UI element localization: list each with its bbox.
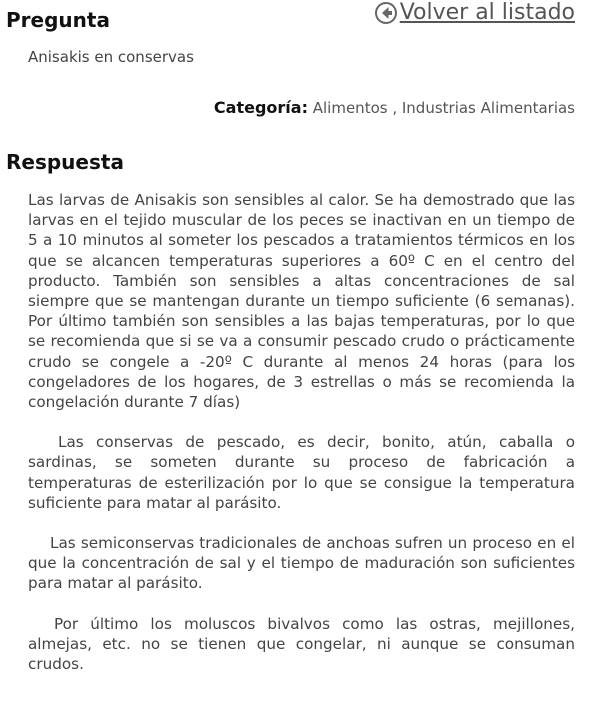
category-label: Categoría: <box>213 98 308 117</box>
answer-paragraph: Las semiconservas tradicionales de anchoas sufren un proceso en el que la concentración de sal y el tiempo de maduración son suficientes para matar al parásito. <box>28 534 575 593</box>
back-arrow-icon <box>374 1 398 25</box>
answer-heading: Respuesta <box>6 150 124 174</box>
answer-paragraph: Las larvas de Anisakis son sensibles al calor. Se ha demostrado que las larvas en el tejido muscular de los peces se inactivan en un tiempo de 5 a 10 minutos al someter los pescados a tratamientos térmicos en los que se alcancen temperaturas superiores a 60º C en el centro del producto. También son sensibles a altas concentraciones de sal siempre que se mantengan durante un tiempo suficiente (6 semanas). Por último también son sensibles a las bajas temperaturas, por lo que se recomienda que si se va a consumir pescado crudo o prácticamente crudo se congele a -20º C durante al menos 24 horas (para los congeladores de los hogares, de 3 estrellas o más se recomienda la congelación durante 7 días) <box>28 191 575 412</box>
answer-paragraph: Las conservas de pescado, es decir, bonito, atún, caballa o sardinas, se someten durante su proceso de fabricación a temperaturas de esterilización por lo que se consigue la temperatura suficiente para matar al parásito. <box>28 433 575 512</box>
back-to-list-label[interactable]: Volver al listado <box>399 0 575 25</box>
question-heading: Pregunta <box>6 8 110 32</box>
question-text: Anisakis en conservas <box>28 48 194 66</box>
back-to-list-link[interactable] <box>374 0 575 25</box>
answer-body <box>28 190 575 694</box>
category-value: Alimentos , Industrias Alimentarias <box>312 99 575 117</box>
answer-paragraph: Por último los moluscos bivalvos como las ostras, mejillones, almejas, etc. no se tienen que congelar, ni aunque se consuman crudos. <box>28 614 575 674</box>
category-line <box>214 98 575 117</box>
